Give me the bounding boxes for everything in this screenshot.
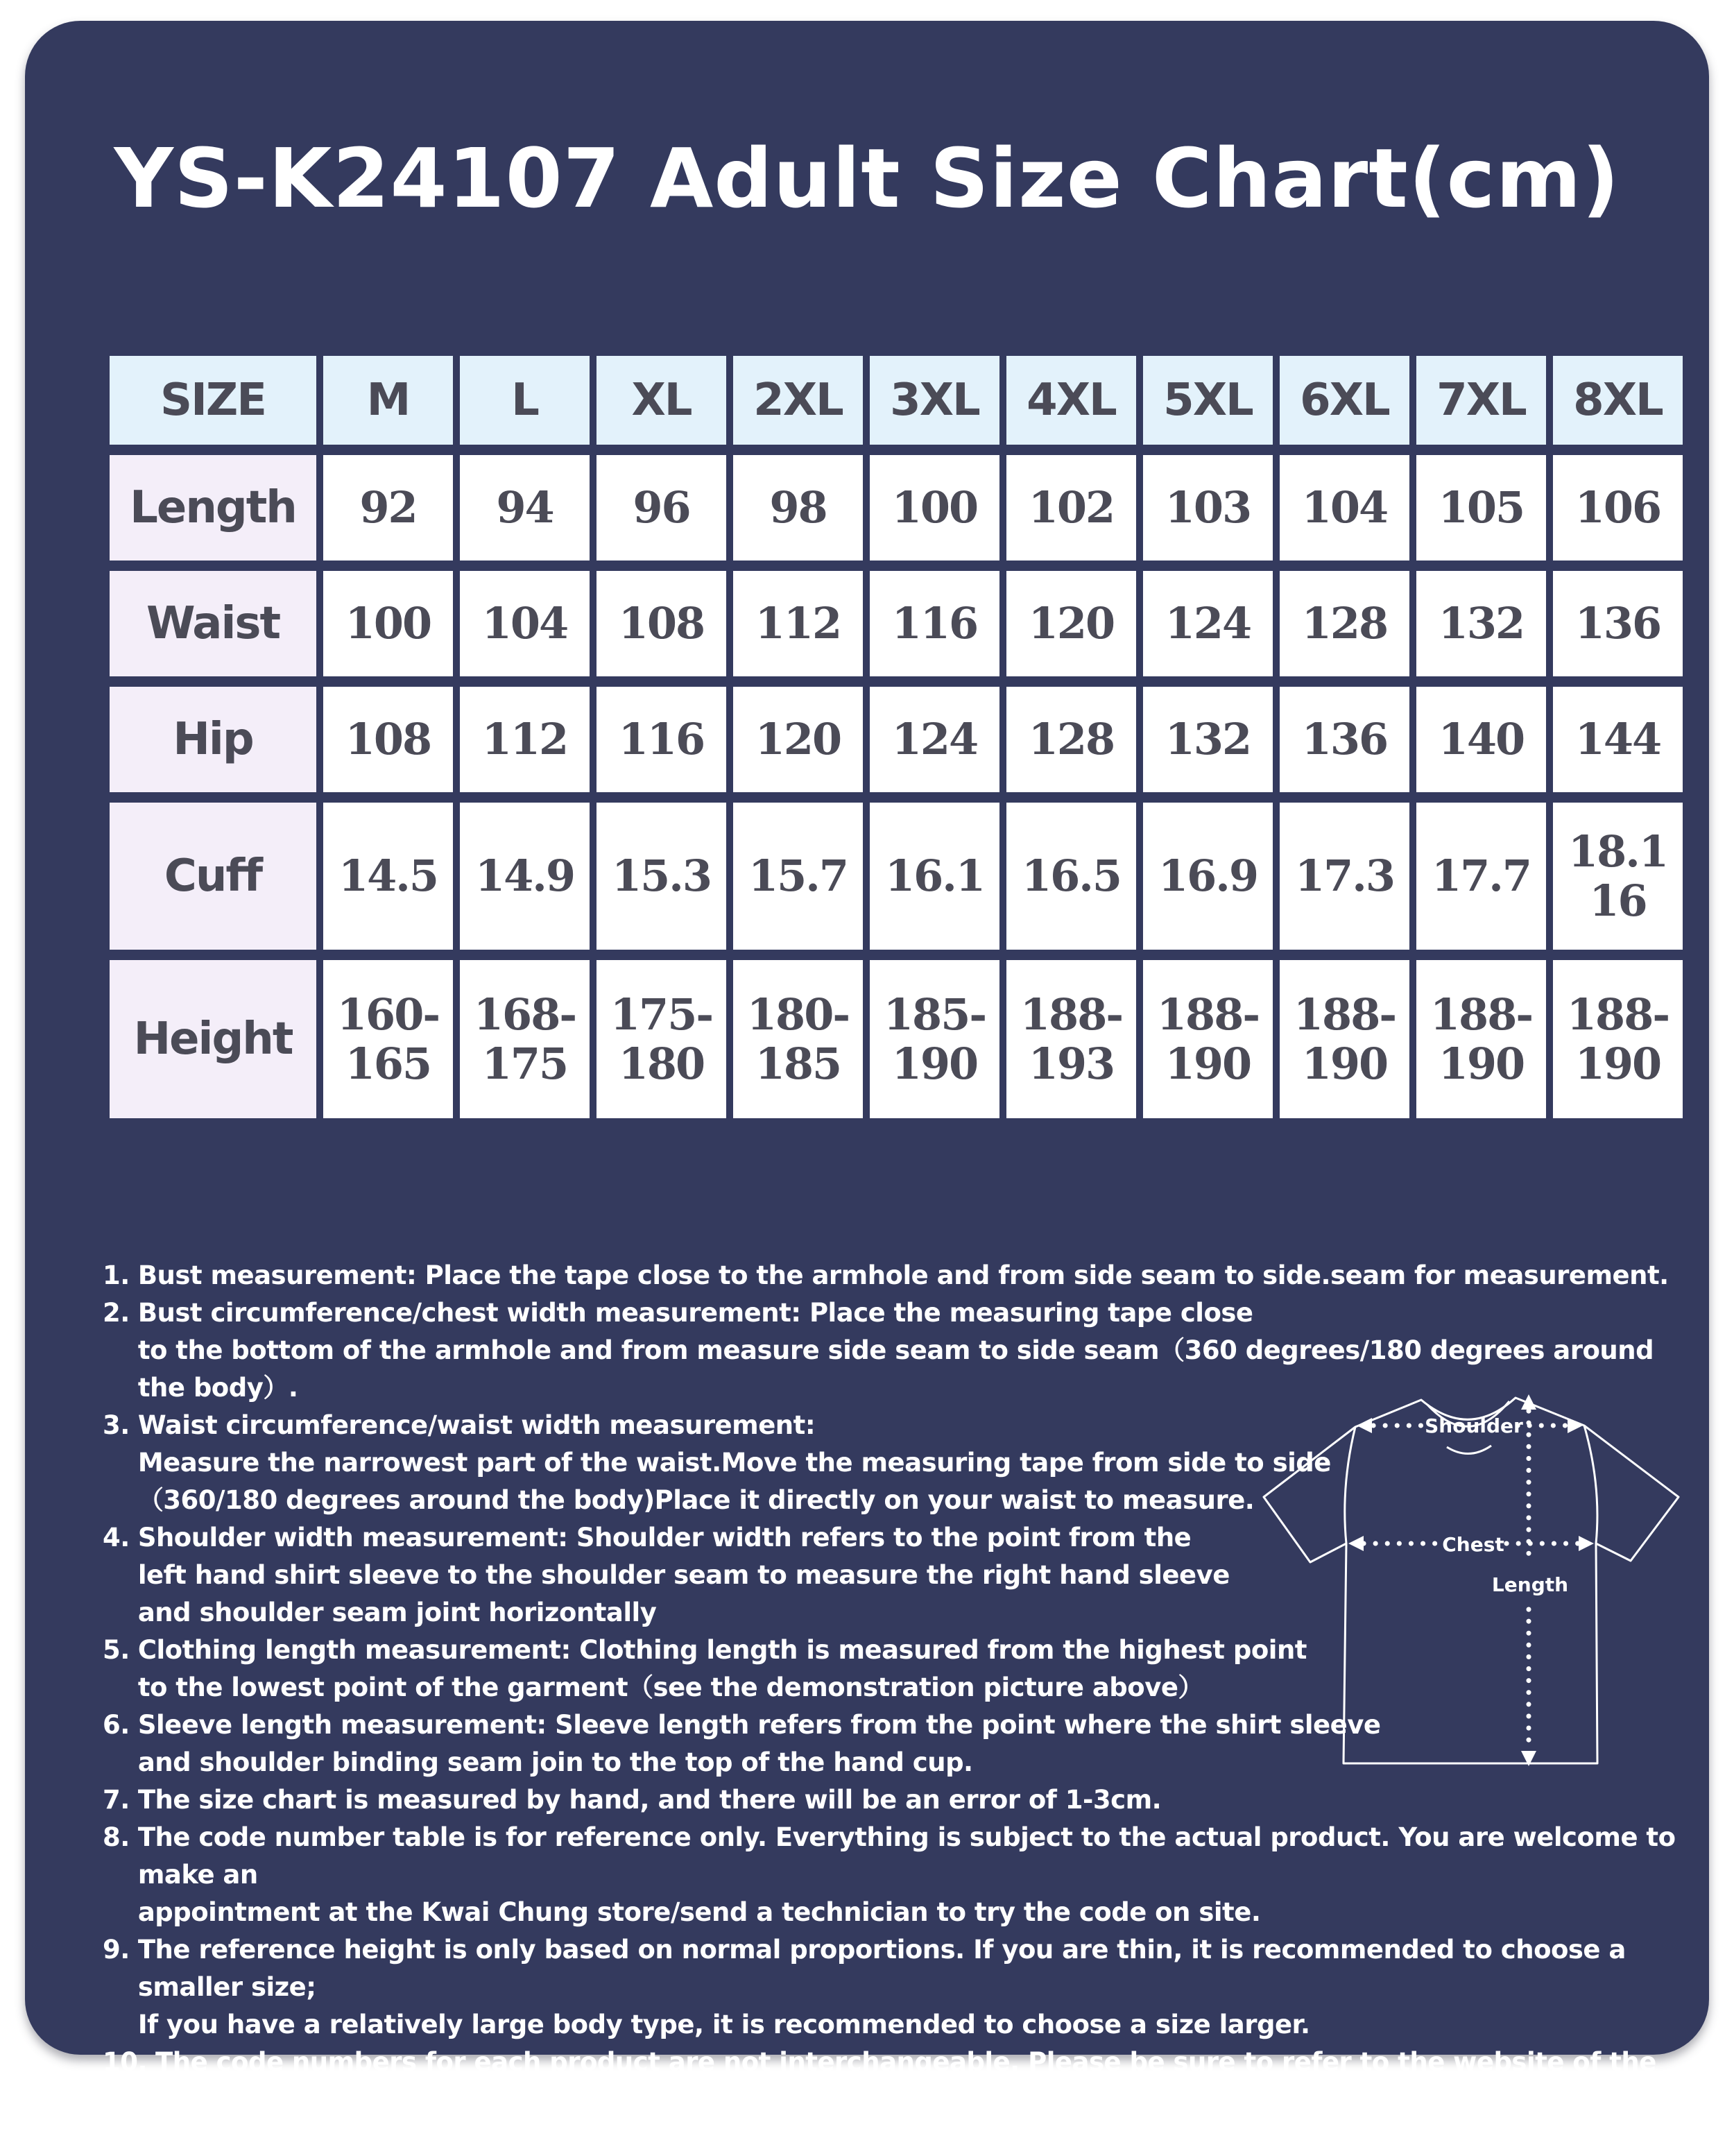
item-line: （360/180 degrees around the body)Place it directly on your waist to measure. — [137, 1485, 1255, 1515]
table-cell: 188- 190 — [1416, 960, 1546, 1118]
list-item — [103, 1706, 1698, 1781]
list-item — [103, 1294, 1698, 1407]
table-cell: 100 — [870, 455, 999, 561]
table-cell: 116 — [870, 571, 999, 676]
item-number: 2. — [103, 1298, 130, 1328]
table-cell: 94 — [460, 455, 590, 561]
column-header: 7XL — [1416, 356, 1546, 445]
table-cell: 140 — [1416, 687, 1546, 792]
table-cell: 144 — [1553, 687, 1683, 792]
table-cell: 120 — [733, 687, 863, 792]
item-line: The reference height is only based on normal proportions. If you are thin, it is recommended to choose a smaller size; — [137, 1935, 1626, 2002]
row-label: Length — [110, 455, 316, 561]
column-header: 4XL — [1006, 356, 1136, 445]
table-cell: 106 — [1553, 455, 1683, 561]
item-line: The code numbers for each product are not interchangeable. Please be sure to refer to the website of the product you — [155, 2047, 1656, 2114]
table-row — [110, 803, 1683, 950]
column-header: 2XL — [733, 356, 863, 445]
table-cell: 100 — [323, 571, 453, 676]
table-cell: 14.5 — [323, 803, 453, 950]
table-row — [110, 455, 1683, 561]
length-label: Length — [1491, 1573, 1569, 1596]
table-cell: 105 — [1416, 455, 1546, 561]
item-text — [138, 1407, 1698, 1519]
table-cell: 112 — [460, 687, 590, 792]
table-cell: 92 — [323, 455, 453, 561]
item-line: selected corresponding code number table, if you have any questions, please contact us. — [155, 2122, 1420, 2152]
item-text — [138, 1519, 1698, 1632]
table-cell: 132 — [1416, 571, 1546, 676]
table-cell: 16.5 — [1006, 803, 1136, 950]
item-line: The code number table is for reference only. Everything is subject to the actual product. You are welcome to make an — [137, 1822, 1676, 1890]
column-header: L — [460, 356, 590, 445]
table-cell: 17.7 — [1416, 803, 1546, 950]
item-line: Bust measurement: Place the tape close to the armhole and from side seam to side.seam for measurement. — [137, 1260, 1669, 1290]
column-header: SIZE — [110, 356, 316, 445]
table-cell: 15.7 — [733, 803, 863, 950]
column-header: M — [323, 356, 453, 445]
table-cell: 124 — [1143, 571, 1273, 676]
item-number: 7. — [103, 1785, 130, 1815]
item-text — [138, 1257, 1698, 1294]
table-cell: 98 — [733, 455, 863, 561]
table-cell: 136 — [1553, 571, 1683, 676]
item-text — [138, 1632, 1698, 1706]
table-cell: 185- 190 — [870, 960, 999, 1118]
item-line: Shoulder width measurement: Shoulder width refers to the point from the — [137, 1523, 1192, 1552]
column-header: 8XL — [1553, 356, 1683, 445]
table-cell: 168- 175 — [460, 960, 590, 1118]
size-chart-card — [25, 21, 1709, 2152]
table-cell: 188- 193 — [1006, 960, 1136, 1118]
table-row — [110, 687, 1683, 792]
list-item — [103, 1632, 1698, 1706]
list-item — [103, 2044, 1698, 2156]
table-cell: 16.9 — [1143, 803, 1273, 950]
table-cell: 108 — [596, 571, 726, 676]
table-cell: 188- 190 — [1553, 960, 1683, 1118]
item-text — [138, 1931, 1698, 2044]
table-cell: 103 — [1143, 455, 1273, 561]
item-line: Clothing length measurement: Clothing length is measured from the highest point — [137, 1635, 1307, 1665]
table-row — [110, 960, 1683, 1118]
list-item — [103, 1519, 1698, 1632]
table-cell: 104 — [460, 571, 590, 676]
list-item — [103, 1819, 1698, 1931]
item-line: and shoulder binding seam join to the top of the hand cup. — [137, 1747, 973, 1777]
item-number: 5. — [103, 1635, 130, 1665]
item-text — [138, 1706, 1698, 1781]
table-cell: 16.1 — [870, 803, 999, 950]
row-label: Waist — [110, 571, 316, 676]
table-header-row — [110, 356, 1683, 445]
table-cell: 175- 180 — [596, 960, 726, 1118]
item-number: 3. — [103, 1410, 130, 1440]
table-cell: 180- 185 — [733, 960, 863, 1118]
item-text — [155, 2044, 1698, 2156]
table-cell: 14.9 — [460, 803, 590, 950]
item-line: Waist circumference/waist width measurement: — [137, 1410, 816, 1440]
item-line: If you have a relatively large body type, it is recommended to choose a size larger. — [137, 2010, 1310, 2039]
item-text — [138, 1294, 1698, 1407]
table-cell: 128 — [1280, 571, 1409, 676]
table-cell: 104 — [1280, 455, 1409, 561]
item-text — [138, 1781, 1698, 1819]
table-cell: 124 — [870, 687, 999, 792]
item-line: Measure the narrowest part of the waist.Move the measuring tape from side to side — [137, 1448, 1331, 1478]
item-line: to the lowest point of the garment（see the demonstration picture above） — [137, 1672, 1203, 1702]
instructions-list — [103, 1257, 1698, 2156]
item-line: and shoulder seam joint horizontally — [137, 1598, 657, 1627]
size-table — [103, 345, 1690, 1129]
page-title: YS-K24107 Adult Size Chart(cm) — [114, 130, 1620, 226]
table-cell: 17.3 — [1280, 803, 1409, 950]
item-line: left hand shirt sleeve to the shoulder seam to measure the right hand sleeve — [137, 1560, 1230, 1590]
chest-label: Chest — [1442, 1533, 1504, 1556]
column-header: 5XL — [1143, 356, 1273, 445]
item-number: 9. — [103, 1935, 130, 1965]
item-line: Sleeve length measurement: Sleeve length refers from the point where the shirt sleeve — [137, 1710, 1381, 1740]
table-cell: 116 — [596, 687, 726, 792]
table-cell: 15.3 — [596, 803, 726, 950]
table-cell: 120 — [1006, 571, 1136, 676]
row-label: Hip — [110, 687, 316, 792]
column-header: 6XL — [1280, 356, 1409, 445]
item-number: 10. — [103, 2047, 148, 2077]
table-cell: 136 — [1280, 687, 1409, 792]
table-cell: 128 — [1006, 687, 1136, 792]
table-cell: 108 — [323, 687, 453, 792]
item-line: appointment at the Kwai Chung store/send a technician to try the code on site. — [137, 1897, 1261, 1927]
row-label: Height — [110, 960, 316, 1118]
item-line: to the bottom of the armhole and from measure side seam to side seam（360 degrees/180 degrees around the body）. — [137, 1335, 1654, 1403]
item-line: Bust circumference/chest width measurement: Place the measuring tape close — [137, 1298, 1253, 1328]
table-cell: 160- 165 — [323, 960, 453, 1118]
item-number: 8. — [103, 1822, 130, 1852]
list-item — [103, 1781, 1698, 1819]
column-header: XL — [596, 356, 726, 445]
row-label: Cuff — [110, 803, 316, 950]
item-text — [138, 1819, 1698, 1931]
item-number: 4. — [103, 1523, 130, 1552]
list-item — [103, 1257, 1698, 1294]
table-cell: 112 — [733, 571, 863, 676]
table-cell: 18.1 16 — [1553, 803, 1683, 950]
table-cell: 188- 190 — [1143, 960, 1273, 1118]
table-row — [110, 571, 1683, 676]
item-number: 6. — [103, 1710, 130, 1740]
table-cell: 102 — [1006, 455, 1136, 561]
table-cell: 96 — [596, 455, 726, 561]
list-item — [103, 1931, 1698, 2044]
column-header: 3XL — [870, 356, 999, 445]
item-line: The size chart is measured by hand, and there will be an error of 1-3cm. — [137, 1785, 1162, 1815]
table-cell: 188- 190 — [1280, 960, 1409, 1118]
shoulder-label: Shoulder — [1425, 1414, 1523, 1437]
table-cell: 132 — [1143, 687, 1273, 792]
item-number: 1. — [103, 1260, 130, 1290]
list-item — [103, 1407, 1698, 1519]
